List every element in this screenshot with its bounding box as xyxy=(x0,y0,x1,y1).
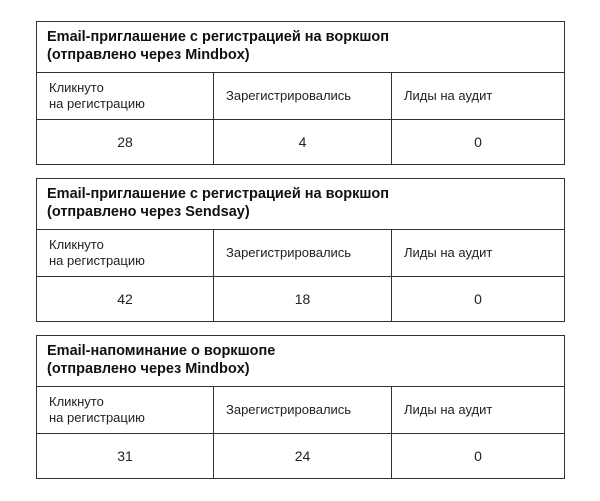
table-title-line2: (отправлено через Mindbox) xyxy=(47,361,250,377)
value-clicked: 42 xyxy=(117,291,133,307)
value-clicked: 28 xyxy=(117,134,133,150)
stats-table-mindbox-invite xyxy=(36,21,565,165)
table-title xyxy=(37,179,564,230)
value-clicked: 31 xyxy=(117,448,133,464)
table-row xyxy=(37,277,564,321)
table-row xyxy=(37,434,564,478)
stats-table-sendsay-invite xyxy=(36,178,565,322)
header-clicked: Кликнуто на регистрацию xyxy=(49,237,145,268)
table-title-line1: Email-приглашение с регистрацией на воркшоп xyxy=(47,29,390,45)
table-title xyxy=(37,336,564,387)
value-registered: 18 xyxy=(213,277,391,321)
table-header-row xyxy=(37,230,564,277)
value-leads: 0 xyxy=(391,434,564,478)
stats-table-mindbox-reminder xyxy=(36,335,565,479)
value-registered: 4 xyxy=(213,120,391,164)
table-header-row xyxy=(37,387,564,434)
value-leads: 0 xyxy=(391,277,564,321)
table-row xyxy=(37,120,564,164)
header-registered: Зарегистрировались xyxy=(213,387,391,433)
header-registered: Зарегистрировались xyxy=(213,73,391,119)
table-title xyxy=(37,22,564,73)
header-registered: Зарегистрировались xyxy=(213,230,391,276)
table-title-line1: Email-приглашение с регистрацией на воркшоп xyxy=(47,186,390,202)
table-title-line2: (отправлено через Sendsay) xyxy=(47,204,250,220)
table-title-line1: Email-напоминание о воркшопе xyxy=(47,343,276,359)
header-clicked: Кликнуто на регистрацию xyxy=(49,394,145,425)
value-registered: 24 xyxy=(213,434,391,478)
header-leads: Лиды на аудит xyxy=(391,230,564,276)
header-leads: Лиды на аудит xyxy=(391,387,564,433)
header-clicked: Кликнуто на регистрацию xyxy=(49,80,145,111)
table-title-line2: (отправлено через Mindbox) xyxy=(47,47,250,63)
header-leads: Лиды на аудит xyxy=(391,73,564,119)
table-header-row xyxy=(37,73,564,120)
value-leads: 0 xyxy=(391,120,564,164)
